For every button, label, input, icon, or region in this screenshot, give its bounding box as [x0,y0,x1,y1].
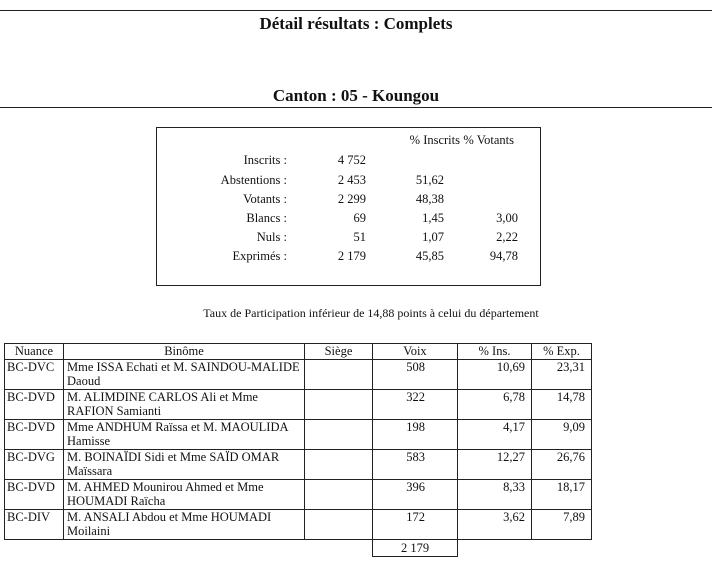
nuance-cell: BC-DVD [5,390,64,420]
siege-cell [305,480,373,510]
page-title: Détail résultats : Complets [259,14,453,33]
summary-row [157,211,540,229]
participation-note: Taux de Participation inférieur de 14,88 points à celui du département [203,306,539,320]
table-row [5,510,592,540]
pct-ins-cell: 8,33 [458,480,532,510]
header-voix: Voix [373,344,458,360]
pct-ins-cell: 12,27 [458,450,532,480]
col-pct-inscrits: % Inscrits [409,133,460,147]
table-row [5,390,592,420]
summary-value: 2 299 [337,192,366,206]
pct-exp-cell: 23,31 [532,360,592,390]
binome-cell: M. AHMED Mounirou Ahmed et Mme HOUMADI Raïcha [64,480,305,510]
voix-cell: 583 [373,450,458,480]
pct-exp-cell: 26,76 [532,450,592,480]
pct-ins-cell: 4,17 [458,420,532,450]
binome-cell: Mme ANDHUM Raïssa et M. MAOULIDA Hamisse [64,420,305,450]
summary-pct-votants: 2,22 [496,230,518,244]
pct-ins-cell: 10,69 [458,360,532,390]
siege-cell [305,360,373,390]
nuance-cell: BC-DVC [5,360,64,390]
voix-cell: 198 [373,420,458,450]
voix-cell: 172 [373,510,458,540]
results-table [4,343,592,557]
pct-exp-cell: 9,09 [532,420,592,450]
binome-cell: M. BOINAÏDI Sidi et Mme SAÏD OMAR Maïssara [64,450,305,480]
summary-pct-votants: 94,78 [489,249,518,263]
table-row [5,480,592,510]
summary-row [157,230,540,248]
summary-row [157,153,540,171]
binome-cell: M. ANSALI Abdou et Mme HOUMADI Moilaini [64,510,305,540]
voix-cell: 396 [373,480,458,510]
header-nuance: Nuance [5,344,64,360]
pct-ins-cell: 6,78 [458,390,532,420]
voix-cell: 322 [373,390,458,420]
summary-header [157,133,540,151]
summary-pct-inscrits: 1,45 [422,211,444,225]
table-row [5,360,592,390]
blank-cell [532,540,592,557]
siege-cell [305,450,373,480]
total-voix-cell: 2 179 [373,540,458,557]
siege-cell [305,510,373,540]
summary-pct-inscrits: 51,62 [415,173,444,187]
summary-pct-votants: 3,00 [496,211,518,225]
table-row [5,450,592,480]
header-binome: Binôme [64,344,305,360]
siege-cell [305,390,373,420]
summary-row [157,249,540,267]
summary-label: Abstentions : [220,173,287,187]
summary-label: Votants : [243,192,287,206]
summary-row [157,192,540,210]
summary-value: 2 453 [337,173,366,187]
summary-value: 69 [353,211,366,225]
nuance-cell: BC-DVG [5,450,64,480]
summary-pct-inscrits: 45,85 [415,249,444,263]
summary-box [156,127,541,286]
blank-cell [64,540,305,557]
table-row [5,420,592,450]
pct-ins-cell: 3,62 [458,510,532,540]
results-header-row [5,344,592,360]
siege-cell [305,420,373,450]
col-pct-votants: % Votants [463,133,514,147]
summary-value: 51 [353,230,366,244]
nuance-cell: BC-DVD [5,480,64,510]
blank-cell [305,540,373,557]
summary-value: 4 752 [337,153,366,167]
pct-exp-cell: 14,78 [532,390,592,420]
summary-label: Exprimés : [232,249,287,263]
summary-label: Blancs : [246,211,287,225]
summary-value: 2 179 [337,249,366,263]
voix-cell: 508 [373,360,458,390]
header-pct-exp: % Exp. [532,344,592,360]
total-row [5,540,592,557]
pct-exp-cell: 7,89 [532,510,592,540]
top-rule [0,10,712,11]
header-siege: Siège [305,344,373,360]
blank-cell [458,540,532,557]
summary-row [157,173,540,191]
binome-cell: M. ALIMDINE CARLOS Ali et Mme RAFION Samianti [64,390,305,420]
summary-label: Inscrits : [243,153,287,167]
binome-cell: Mme ISSA Echati et M. SAINDOU-MALIDE Daoud [64,360,305,390]
nuance-cell: BC-DVD [5,420,64,450]
canton-title: Canton : 05 - Koungou [272,86,440,105]
nuance-cell: BC-DIV [5,510,64,540]
blank-cell [5,540,64,557]
header-pct-ins: % Ins. [458,344,532,360]
canton-rule [0,107,712,108]
summary-pct-inscrits: 48,38 [415,192,444,206]
summary-pct-inscrits: 1,07 [422,230,444,244]
summary-label: Nuls : [256,230,287,244]
pct-exp-cell: 18,17 [532,480,592,510]
